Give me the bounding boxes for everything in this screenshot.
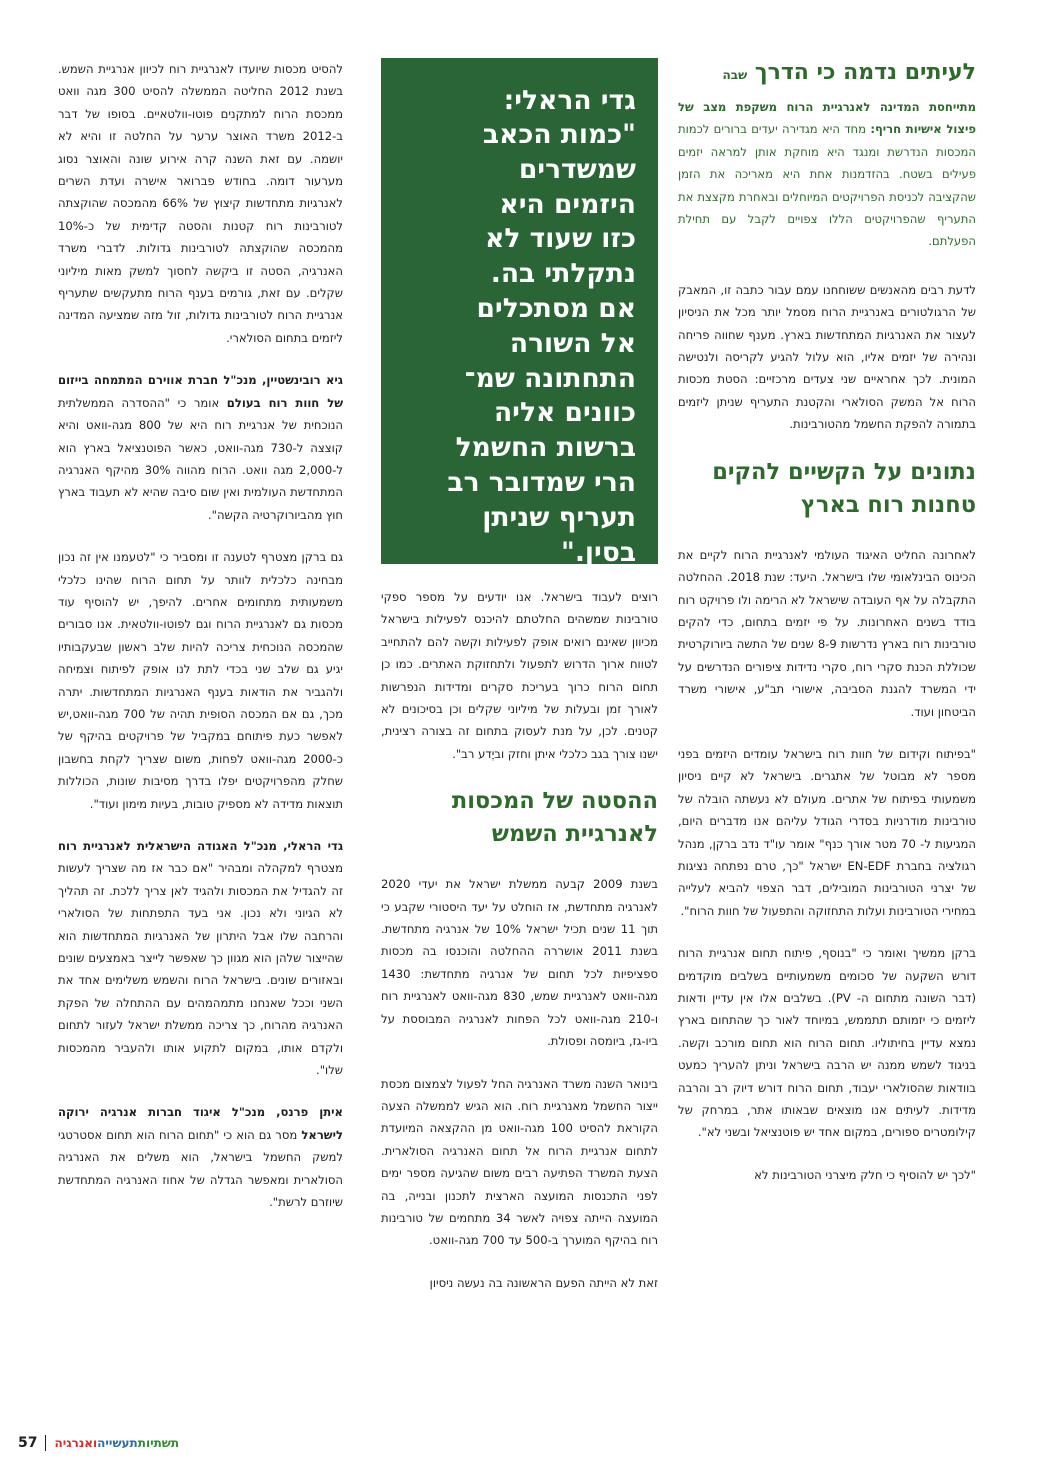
article-paragraph: זאת לא הייתה הפעם הראשונה בה נעשה ניסיון — [429, 1275, 658, 1290]
intro-lead: מתייחסת המדינה לאנרגיית הרוח משקפת מצב של פיצול אישיות חריף: — [678, 100, 977, 137]
article-paragraph: בינואר השנה משרד האנרגיה החל לפעול לצמצום מכסת ייצור החשמל מאנרגיית רוח. הוא הגיש לממשלה הצעה הקוראת להסיט 100 מגה-וואט מן ההקצאה המיועדת לתחום אנרגיית הרוח אל תחום האנרגיה הסולארית. הצעת המשרד הפתיעה רבים משום שהגיעה מספר ימים לפני התכנסות המועצה הארצית לתכנון ובנייה, בה המועצה הייתה צפויה לאשר 34 מתחמים של טורבינות רוח בהיקף המוערך ב-500 עד 700 מגה-וואט. — [381, 1076, 658, 1248]
speaker-lead: גיא רובינשטיין, מנכ"ל חברת אווירם המתמחה בייזום של חוות רוח בעולם — [58, 373, 343, 410]
speaker-quote: מצטרף למקהלה ומבהיר "אם כבר אז מה שצריך לעשות זה להגדיל את המכסות ולהגיד לאן צריך ללכת. זה תהליך לא הגיוני ולא נכון. אני בעד התפתחות של הסולארי והרחבה שלו אבל היתרון של האנרגיות המתחדשות הוא שהייצור שלהן הוא מגוון כך שאפשר לייצר באמצעים שונים ובאזורים שונים. בישראל הרוח והשמש משלימים אחד את השני וככל שאנחנו מתמהמהים עם ההתחלה של הפקת האנרגיה מהרוח, כך צריכה ממשלת ישראל לעזור לתחום ולקדם אותו, במקום לתקוע אותו ולהעביר מהמכסות שלו". — [58, 861, 343, 1078]
intro-body: מחד היא מגדירה יעדים ברורים לכמות המכסות הנדרשת ומנגד היא מוחקת אותן למראה יזמים פעילים בשטח. בהזדמנות אחת היא מאריכה את הזמן שהקציבה לכניסת הפרויקטים המיוחלים ובאחרת מקצצת את התעריף שהפרויקטים הללו צפויים לקבל עם תחילת הפעלתם. — [678, 122, 976, 249]
article-paragraph — [58, 369, 343, 526]
left-column — [58, 58, 343, 1234]
pull-quote-box — [381, 58, 658, 568]
article-paragraph: "לכך יש להוסיף כי חלק מיצרני הטורבינות לא — [754, 1167, 976, 1182]
speaker-quote: אומר כי "ההסדרה הממשלתית הנוכחית של אנרגיית רוח היא של 800 מגה-וואט והיא קוצצה ל-730 מגה-וואט, כאשר הפוטנציאל בארץ הוא ל-2,000 מגה וואט. הרוח מהווה 30% מהיקף האנרגיה המתחדשת העולמית ואין שום סיבה שהיא לא תעבוד בארץ חוץ מהביורוקרטיה הקשה". — [58, 395, 343, 522]
middle-column — [381, 58, 658, 1314]
article-paragraph: בשנת 2009 קבעה ממשלת ישראל את יעדי 2020 לאנרגיה מתחדשת, אז הוחלט על יעד היסטורי שקבע כי תוך 11 שנים תכיל ישראל 10% של אנרגיה מתחדשת. בשנת 2011 אושררה ההחלטה והוכנסו בה מכסות ספציפיות לכל תחום של אנרגיה מתחדשת: 1430 מגה-וואט לאנרגיית שמש, 830 מגה-וואט לאנרגיית רוח ו-210 מגה-וואט לכל הפחות לאנרגיה המבוססת על ביו-גז, ביומסה ופסולת. — [381, 877, 658, 1049]
pull-quote-text: "כמות הכאב שמשדרים היזמים היא כזו שעוד לא נתקלתי בה. אם מסתכלים אל השורה התחתונה שמ־ כוונים אליה ברשות החשמל הרי שמדובר רב תעריף שניתן בסין." — [447, 119, 636, 568]
section-heading-wind-difficulties: נתונים על הקשיים להקים טחנות רוח בארץ — [712, 458, 976, 518]
intro-paragraph — [678, 96, 976, 253]
speaker-lead: גדי הראלי, מנכ"ל האגודה הישראלית לאנרגיית רוח — [58, 839, 343, 853]
page-number: 57 — [18, 1435, 38, 1451]
magazine-name-part-3: ואנרגיה — [54, 1436, 98, 1450]
article-paragraph: להסיט מכסות שיועדו לאנרגיית רוח לכיוון אנרגיית השמש. בשנת 2012 החליטה הממשלה להסיט 300 מגה וואט ממכסת הרוח למתקנים פוטו-וולטאיים. בסופו של דבר ב-2012 משרד האוצר ערער על החלטה זו והיא לא יושמה. עם זאת השנה קרה אירוע שונה והאוצר נסוג מערעור דומה. בחודש פברואר אישרה ועדת השרים לאנרגיות מתחדשות קיצוץ של 66% מהמכסה שהוקצתה לטורבינות רוח קטנות והסטה קדימית של כ-10% מהמכסה שהוקצתה לטורבינות גדולות. לדברי משרד האנרגיה, הסטה זו ביקשה לחסוך למשק מאות מיליוני שקלים. עם זאת, גורמים בענף הרוח מתעקשים שתעריף אנרגיית הרוח לטורבינות גדולות, זול מזה שמציעה המדינה ליזמים בתחום הסולארי. — [58, 62, 343, 345]
page-footer — [18, 1433, 179, 1453]
speaker-lead: איתן פרנס, מנכ"ל איגוד חברות אנרגיה ירוקה לישראל — [58, 1105, 344, 1142]
section-heading-quota-shift: ההסטה של המכסות לאנרגיית השמש — [451, 788, 658, 848]
right-column — [678, 58, 976, 1206]
magazine-name — [54, 1436, 179, 1450]
intro-title-tail: שבה — [722, 68, 748, 82]
article-paragraph — [58, 835, 343, 1081]
intro-title-main: לעיתים נדמה כי הדרך — [754, 60, 976, 85]
article-paragraph — [58, 1101, 343, 1213]
article-paragraph: "בפיתוח וקידום של חוות רוח בישראל עומדים היזמים בפני מספר לא מבוטל של אתגרים. בישראל לא קיים ניסיון משמעותי בפיתוח של אתרים. מעולם לא נעשתה הובלה של טורבינות מודרניות בסדרי הגודל עליהם אנו מדברים היום, המגיעות ל- 70 מטר אורך כנף" אומר עו"ד נדב ברקן, מנהל רגולציה בחברת EN-EDF ישראל "כך, טרם נפתחה נציגות של יצרני הטורבינות המובילים, דבר הצפוי להביא לעלייה במחירי הטורבינות ועלות התחזוקה והתפעול של חוות הרוח". — [678, 746, 976, 918]
magazine-name-part-1: תשתיות — [137, 1436, 180, 1450]
speaker-quote: מסר גם הוא כי "תחום הרוח הוא תחום אסטרטגי למשק החשמל בישראל, הוא משלים את האנרגיה הסולארית ומאפשר הגדלה של אחוז האנרגיה המתחדשת שיוזרם לרשת". — [58, 1127, 343, 1210]
footer-divider — [45, 1435, 46, 1451]
intro-title — [678, 58, 976, 90]
magazine-name-part-2: תעשייה — [97, 1436, 138, 1450]
article-paragraph: ברקן ממשיך ואומר כי "בנוסף, פיתוח תחום אנרגיית הרוח דורש השקעה של סכומים משמעותיים בשלבים מוקדמים (דבר השונה מתחום ה- PV). בשלבים אלו אין עדיין ודאות ליזמים כי יזמותם תתממש, במיוחד לאור כך שהתחום בארץ נמצא עדיין בחיתוליו. תחום הרוח הוא תחום מורכב וקשה. בניגוד לשמש ממנה יש הרבה בישראל וניתן להעריך כמעט בוודאות שהסולארי יעבוד, תחום הרוח דורש דיוק רב והרבה מדידות. לעיתים אנו מוצאים שבאותו אתר, במרחק של קילומטרים ספורים, במקום אחד יש פוטנציאל ובשני לא". — [678, 946, 977, 1140]
article-paragraph: לדעת רבים מהאנשים ששוחחנו עמם עבור כתבה זו, המאבק של הרגולטורים באנרגיית הרוח מסמל יותר מכל את הניסיון לעצור את האנרגיות המתחדשות בארץ. מענף שחווה פריחה ונהירה של יזמים אליו, הוא עלול להגיע לקריסה ולנטישה המונית. לכך אחראיים שני צעדים מרכזיים: הסטת מכסות הרוח אל המשק הסולארי והקטנת התעריף שניתן ליזמים בתמורה להפקת החשמל מהטורבינות. — [678, 282, 976, 432]
article-paragraph: לאחרונה החליט האיגוד העולמי לאנרגיית הרוח לקיים את הכינוס הבינלאומי שלו בישראל. היעד: שנת 2018. ההחלטה התקבלה על אף העובדה שישראל לא הרימה ולו פרויקט רוח בודד בשנים האחרונות. על פי יזמים בתחום, כדי להקים טורבינות רוח בארץ נדרשות 8-9 שנים של התשה ביורוקרטית שכוללת הכנת סקרי רוח, סקרי נדידות ציפורים הנדרשים על ידי המשרד להגנת הסביבה, אישורי תב"ע, אישורי משרד הביטחון ועוד. — [678, 547, 977, 719]
article-paragraph: רוצים לעבוד בישראל. אנו יודעים על מספר ספקי טורבינות שמשהים החלטתם להיכנס לפעילות בישראל מכיוון שאינם רואים אופק לפעילות וקשה להם להתחייב לטווח ארוך הדרוש לתפעול ולתחזוקת האתרים. כמו כן תחום הרוח כרוך בעריכת סקרים ומדידות הנפרשות לאורך זמן ובעלות של מיליוני שקלים וכן בסיכונים לא קטנים. לכן, על מנת לעסוק בתחום זה בצורה רצינית, ישנו צורך בגב כלכלי איתן וחזק וביֶדע רב". — [381, 590, 658, 761]
pull-quote-speaker: גדי הראלי: — [503, 85, 636, 116]
article-paragraph: גם ברקן מצטרף לטענה זו ומסביר כי "לטעמנו אין זה נכון מבחינה כלכלית לוותר על תחום הרוח שהינו כלכלי משמעותית מתחומים אחרים. להיפך, יש להוסיף עוד מכסות גם לאנרגיית הרוח וגם לפוטו-וולטאית. אנו סבורים שהמכסה הנוכחית צריכה להיות שלב ראשון שבעקבותיו יגיע גם שלב שני בכדי לתת לנו אופק לפיתוח וצמיחה ולהגביר את הודאות בענף האנרגיות המתחדשות. יתרה מכך, גם אם המכסה הסופית תהיה של 700 מגה-וואט,יש לאפשר כעת פיתוחם במקביל של פרויקטים בהיקף של כ-2000 מגה-וואט לפחות, משום שצריך לקחת בחשבון שחלק מהפרויקטים יפלו בדרך מסיבות שונות, הכוללות תוצאות מדידה לא מספיק טובות, בעיות מימון ועוד". — [58, 550, 343, 811]
